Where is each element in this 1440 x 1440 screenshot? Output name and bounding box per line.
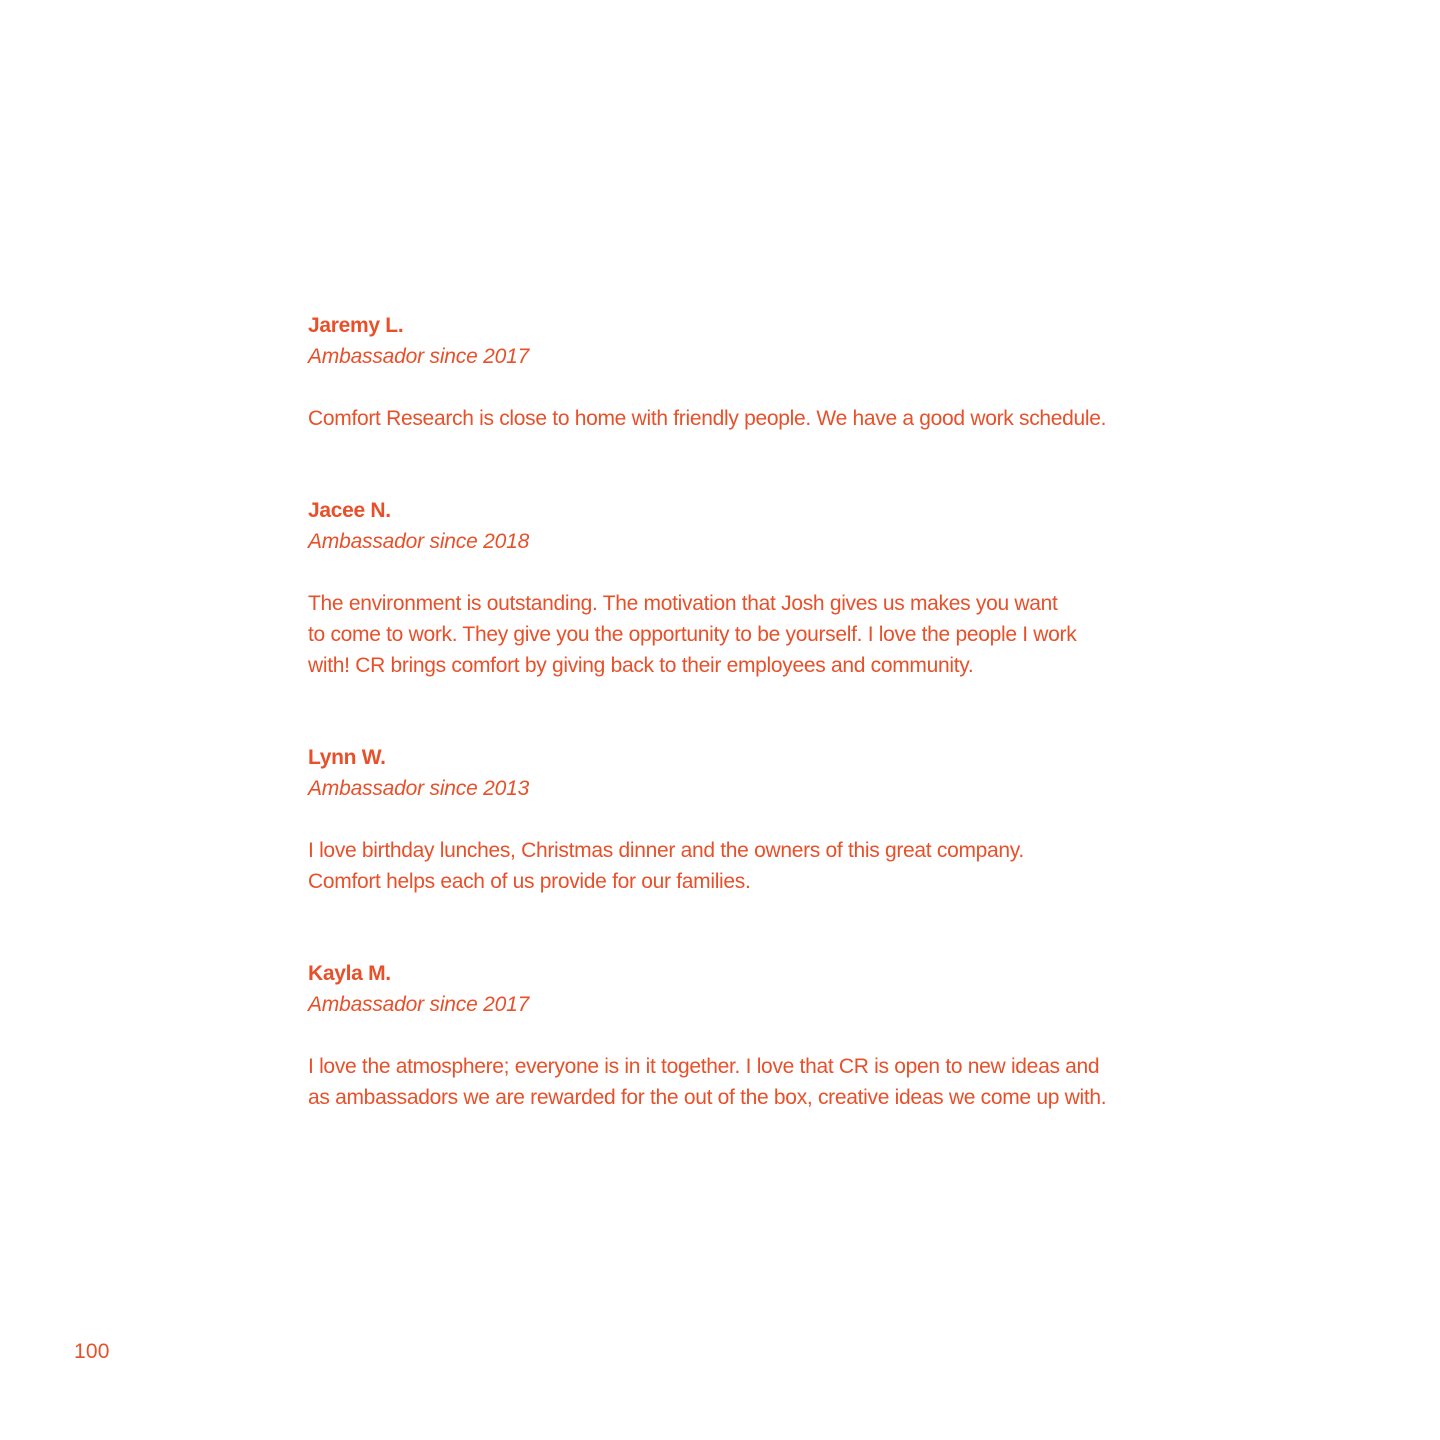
testimonial-quote: I love birthday lunches, Christmas dinner and the owners of this great company. Comfort helps each of us provide for our families.	[308, 839, 1024, 893]
testimonial-name: Jacee N.	[308, 499, 391, 522]
testimonial-quote: Comfort Research is close to home with friendly people. We have a good work schedule.	[308, 407, 1107, 430]
testimonial-kayla	[308, 958, 1208, 1113]
testimonial-name: Jaremy L.	[308, 314, 404, 337]
testimonial-jaremy	[308, 310, 1208, 434]
testimonial-quote: I love the atmosphere; everyone is in it together. I love that CR is open to new ideas and as ambassadors we are rewarded for the out of the box, creative ideas we come up with.	[308, 1055, 1107, 1109]
testimonial-since: Ambassador since 2013	[308, 777, 530, 800]
testimonial-quote: The environment is outstanding. The motivation that Josh gives us makes you want to come to work. They give you the opportunity to be yourself. I love the people I work with! CR brings comfort by giving back to their employees and community.	[308, 592, 1077, 677]
testimonial-jacee	[308, 495, 1208, 681]
testimonial-name: Lynn W.	[308, 746, 386, 769]
testimonial-lynn	[308, 742, 1208, 897]
testimonial-name: Kayla M.	[308, 962, 391, 985]
testimonial-since: Ambassador since 2017	[308, 993, 530, 1016]
testimonial-since: Ambassador since 2018	[308, 530, 530, 553]
page-number: 100	[74, 1340, 110, 1363]
testimonial-since: Ambassador since 2017	[308, 345, 530, 368]
